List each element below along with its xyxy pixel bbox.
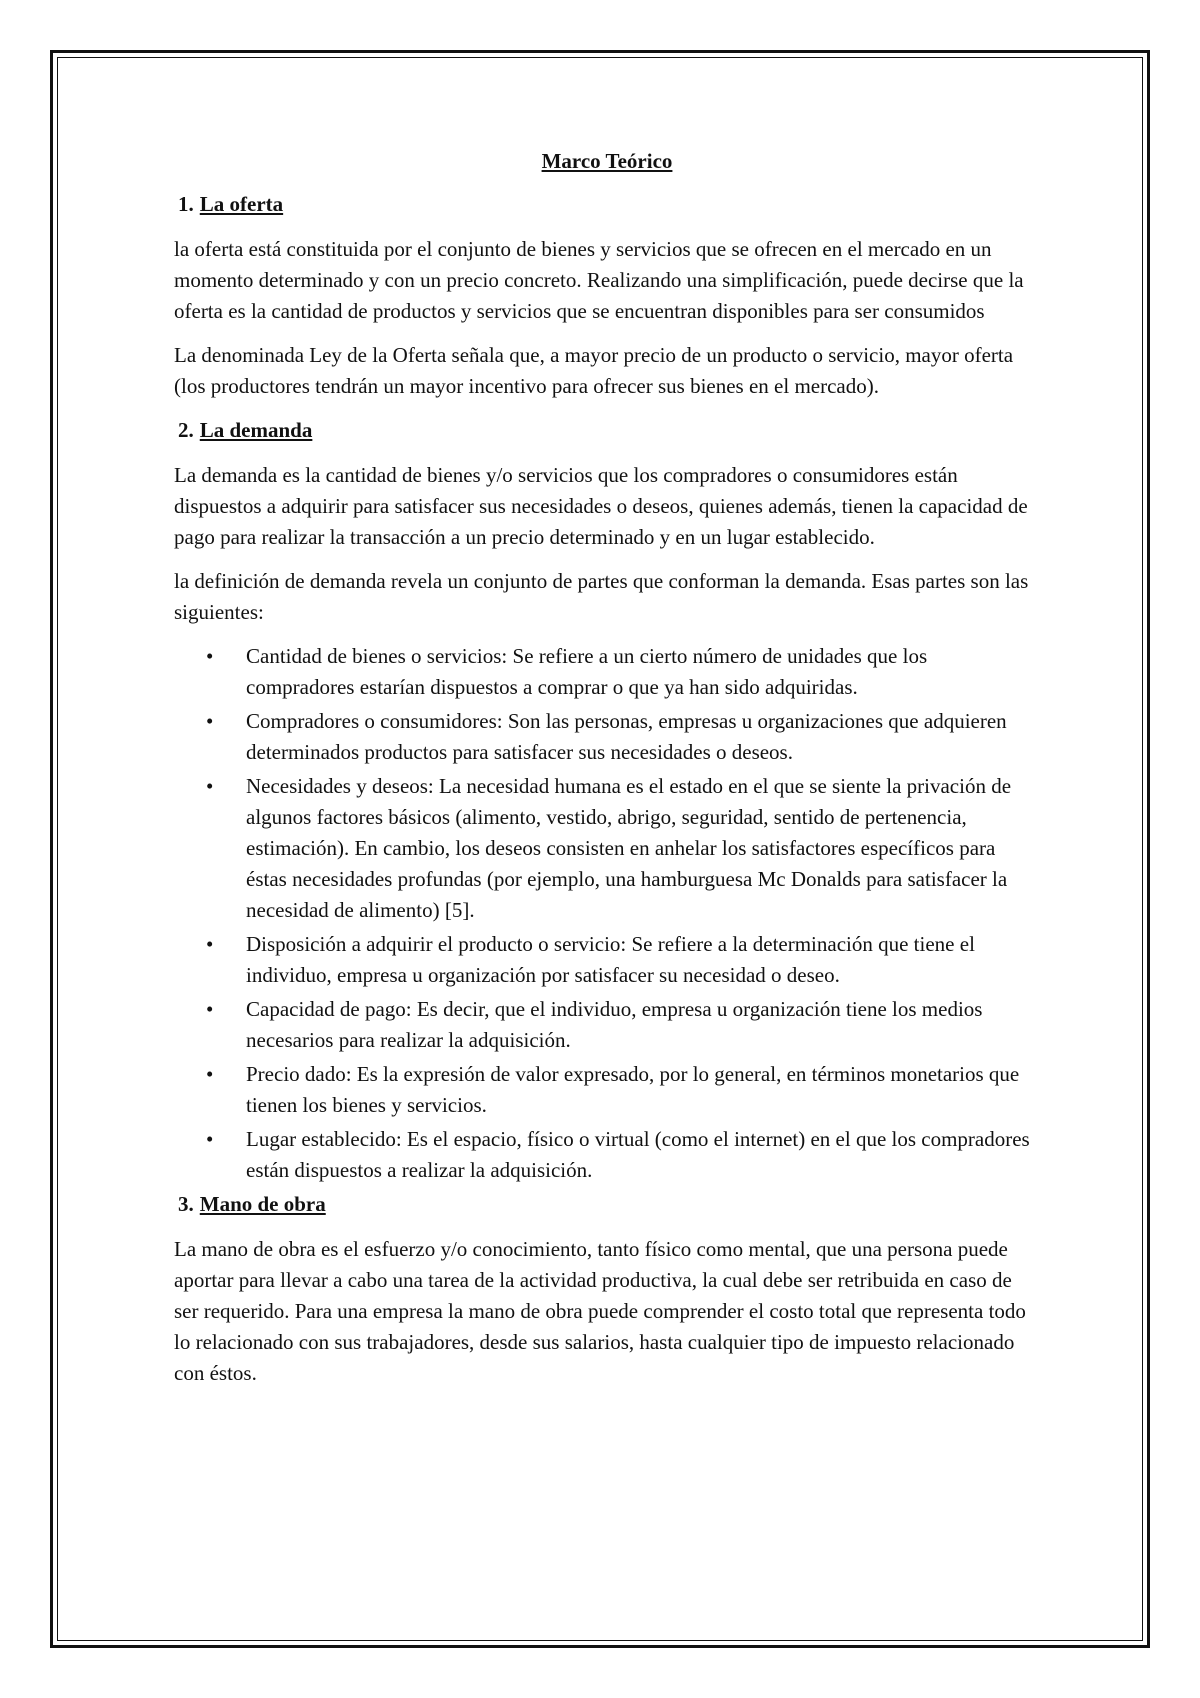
list-item xyxy=(174,706,1040,768)
section-title: Mano de obra xyxy=(199,1192,326,1216)
bullet-list xyxy=(174,641,1040,1186)
list-item-text: Necesidades y deseos: La necesidad humana es el estado en el que se siente la privación de algunos factores básicos (alimento, vestido, abrigo, seguridad, sentido de pertenencia, estimación). En cambio, los deseos consisten en anhelar los satisfactores específicos para éstas necesidades profundas (por ejemplo, una hamburguesa Mc Donalds para satisfacer la necesidad de alimento) [5]. xyxy=(246,774,1012,922)
section-heading xyxy=(174,415,1040,446)
list-item-text: Capacidad de pago: Es decir, que el individuo, empresa u organización tiene los medios necesarios para realizar la adquisición. xyxy=(246,997,983,1052)
document-title: Marco Teórico xyxy=(541,149,673,173)
section-number: 3. xyxy=(178,1192,194,1216)
bullet-icon: • xyxy=(206,1062,214,1086)
section-la-oferta xyxy=(174,189,1040,402)
paragraph: La denominada Ley de la Oferta señala que, a mayor precio de un producto o servicio, mayor oferta (los productores tendrán un mayor incentivo para ofrecer sus bienes en el mercado). xyxy=(174,343,1014,398)
section-title: La demanda xyxy=(199,418,313,442)
list-item xyxy=(174,641,1040,703)
list-item-text: Precio dado: Es la expresión de valor expresado, por lo general, en términos monetarios que tienen los bienes y servicios. xyxy=(246,1062,1020,1117)
list-item-text: Compradores o consumidores: Son las personas, empresas u organizaciones que adquieren determinados productos para satisfacer sus necesidades o deseos. xyxy=(246,709,1007,764)
paragraph: La demanda es la cantidad de bienes y/o servicios que los compradores o consumidores están dispuestos a adquirir para satisfacer sus necesidades o deseos, quienes además, tienen la capacidad de pago para realizar la transacción a un precio determinado y en un lugar establecido. xyxy=(174,463,1028,549)
section-heading xyxy=(174,1189,1040,1220)
section-la-demanda xyxy=(174,415,1040,1186)
section-heading xyxy=(174,189,1040,220)
list-item xyxy=(174,929,1040,991)
list-item xyxy=(174,771,1040,926)
section-number: 1. xyxy=(178,192,194,216)
bullet-icon: • xyxy=(206,709,214,733)
list-item xyxy=(174,994,1040,1056)
document-body xyxy=(174,146,1040,1402)
section-title: La oferta xyxy=(199,192,284,216)
bullet-icon: • xyxy=(206,997,214,1021)
section-number: 2. xyxy=(178,418,194,442)
section-mano-de-obra xyxy=(174,1189,1040,1389)
bullet-icon: • xyxy=(206,1127,214,1151)
paragraph: la oferta está constituida por el conjunto de bienes y servicios que se ofrecen en el mercado en un momento determinado y con un precio concreto. Realizando una simplificación, puede decirse que la oferta es la cantidad de productos y servicios que se encuentran disponibles para ser consumidos xyxy=(174,237,1024,323)
paragraph: la definición de demanda revela un conjunto de partes que conforman la demanda. Esas partes son las siguientes: xyxy=(174,569,1029,624)
paragraph: La mano de obra es el esfuerzo y/o conocimiento, tanto físico como mental, que una persona puede aportar para llevar a cabo una tarea de la actividad productiva, la cual debe ser retribuida en caso de ser requerido. Para una empresa la mano de obra puede comprender el costo total que representa todo lo relacionado con sus trabajadores, desde sus salarios, hasta cualquier tipo de impuesto relacionado con éstos. xyxy=(174,1237,1026,1385)
bullet-icon: • xyxy=(206,774,214,798)
list-item-text: Disposición a adquirir el producto o servicio: Se refiere a la determinación que tiene el individuo, empresa u organización por satisfacer su necesidad o deseo. xyxy=(246,932,975,987)
list-item xyxy=(174,1059,1040,1121)
list-item-text: Lugar establecido: Es el espacio, físico o virtual (como el internet) en el que los compradores están dispuestos a realizar la adquisición. xyxy=(246,1127,1030,1182)
bullet-icon: • xyxy=(206,644,214,668)
list-item xyxy=(174,1124,1040,1186)
list-item-text: Cantidad de bienes o servicios: Se refiere a un cierto número de unidades que los compradores estarían dispuestos a comprar o que ya han sido adquiridas. xyxy=(246,644,928,699)
bullet-icon: • xyxy=(206,932,214,956)
